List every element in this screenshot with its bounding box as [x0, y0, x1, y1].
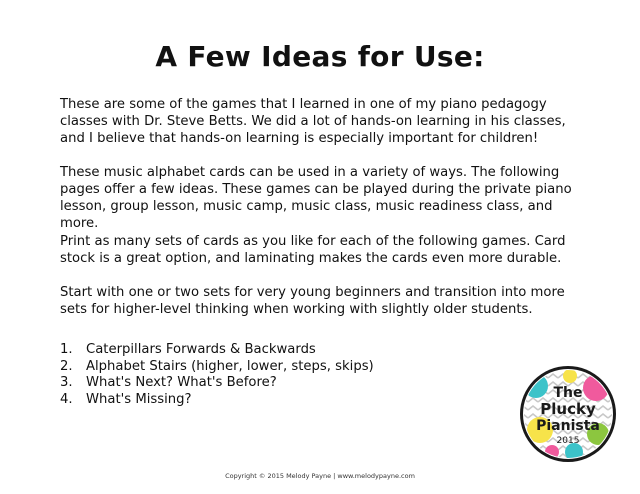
- copyright-footer: Copyright © 2015 Melody Payne | www.melodypayne.com: [225, 472, 415, 480]
- list-item-text: What's Next? What's Before?: [86, 375, 277, 390]
- list-item-text: Alphabet Stairs (higher, lower, steps, skips): [86, 358, 374, 374]
- list-item-text: Caterpillars Forwards & Backwards: [86, 342, 316, 357]
- list-item: [60, 392, 500, 409]
- list-item-text: What's Missing?: [86, 391, 192, 407]
- logo-text-line2: Plucky: [540, 400, 596, 418]
- beginners-paragraph: Start with one or two sets for very young beginners and transition into more sets for higher-level thinking when working with slightly older students.: [60, 285, 565, 317]
- usage-paragraph: These music alphabet cards can be used in a variety of ways. The following pages offer a few ideas. These games can be played during the private piano lesson, group lesson, music camp, music class, music readiness class, and more.: [60, 165, 572, 231]
- games-list: [60, 342, 500, 408]
- page-title: A Few Ideas for Use:: [155, 40, 485, 73]
- list-item-number: 1.: [60, 342, 73, 357]
- logo-year: 2015: [556, 436, 580, 446]
- plucky-pianista-logo: [518, 364, 618, 464]
- list-item-number: 2.: [60, 358, 73, 374]
- logo-dot-yellow-small: [563, 369, 577, 383]
- logo-text-line3: Pianista: [536, 418, 600, 434]
- list-item: [60, 375, 500, 392]
- list-item-number: 3.: [60, 375, 73, 390]
- list-item: [60, 342, 500, 359]
- logo-text-line1: The: [553, 385, 583, 401]
- printing-paragraph: Print as many sets of cards as you like for each of the following games. Card stock is a great option, and laminating makes the cards even more durable.: [60, 234, 566, 266]
- list-item: [60, 359, 500, 376]
- list-item-number: 4.: [60, 391, 73, 407]
- intro-paragraph: These are some of the games that I learned in one of my piano pedagogy classes with Dr. Steve Betts. We did a lot of hands-on learning in his classes, and I believe that hands-on learning is especially important for children!: [60, 97, 566, 146]
